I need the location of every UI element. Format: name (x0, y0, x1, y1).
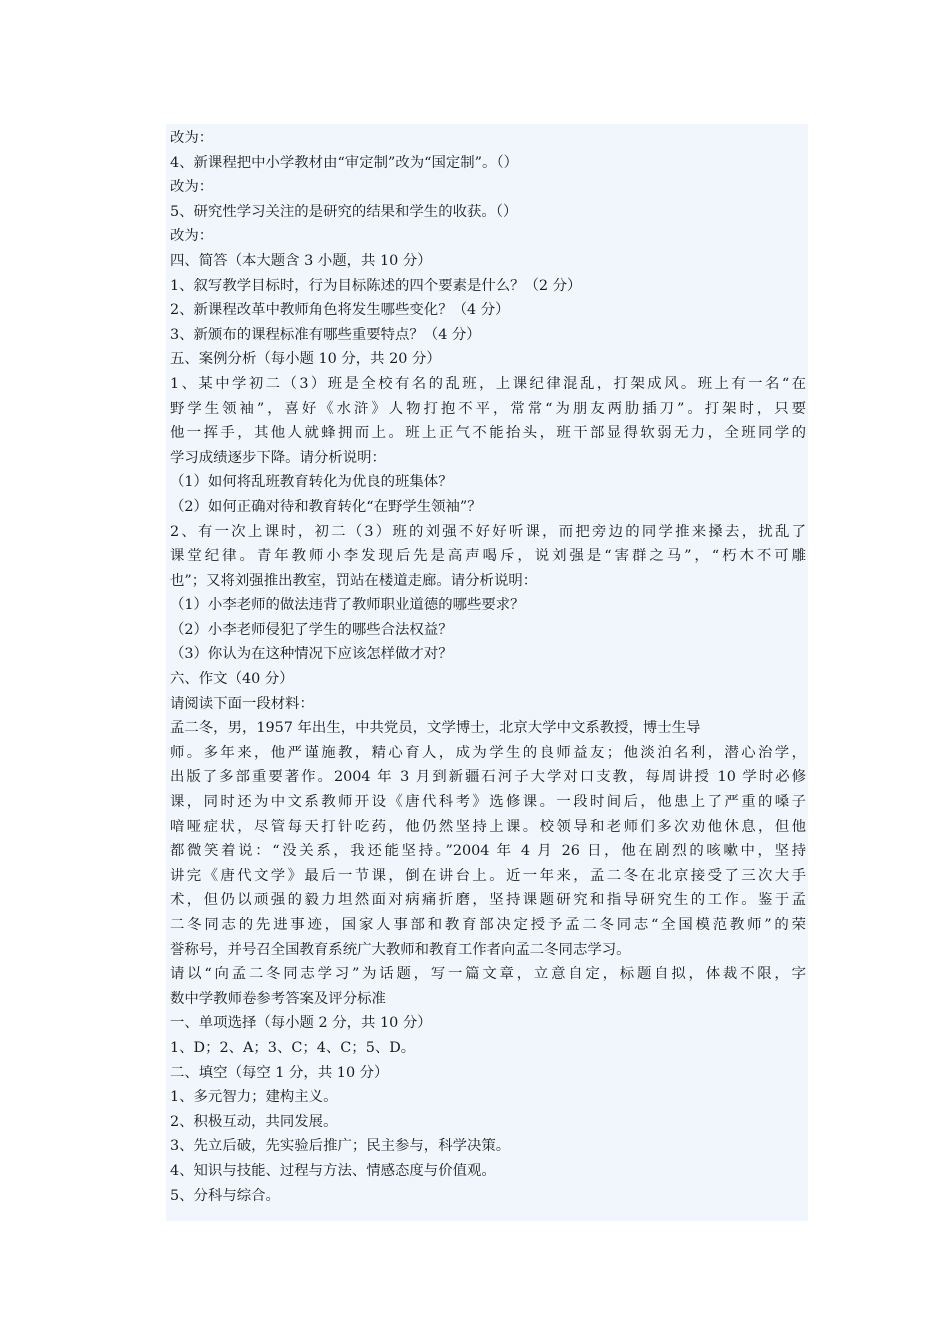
text-line: 都微笑着说：“没关系，我还能坚持。”2004 年 4 月 26 日，他在剧烈的咳嗽中，坚持 (170, 843, 806, 860)
text-line: 二冬同志的先进事迹，国家人事部和教育部决定授予孟二冬同志“全国模范教师”的荣 (170, 917, 806, 933)
text-line: 师。多年来，他严谨施教，精心育人，成为学生的良师益友；他淡泊名利，潜心治学， (170, 744, 806, 761)
text-line: 他一挥手，其他人就蜂拥而上。班上正气不能抬头，班干部显得软弱无力，全班同学的 (170, 425, 806, 442)
text-line: 讲完《唐代文学》最后一节课，倒在讲台上。近一年来，孟二冬在北京接受了三次大手 (170, 867, 806, 884)
text-line: 1、叙写教学目标时，行为目标陈述的四个要素是什么？（2 分） (170, 277, 582, 294)
text-line: 也”；又将刘强推出教室，罚站在楼道走廊。请分析说明： (170, 572, 538, 589)
text-line: （3）你认为在这种情况下应该怎样做才对？ (170, 646, 453, 663)
text-line: 请阅读下面一段材料： (170, 695, 314, 712)
text-line: 改为： (170, 130, 214, 146)
text-line: 学习成绩逐步下降。请分析说明： (170, 449, 386, 466)
text-line: 课，同时还为中文系教师开设《唐代科考》选修课。一段时间后，他患上了严重的嗓子 (170, 794, 806, 811)
text-line: 二、填空（每空 1 分，共 10 分） (170, 1064, 389, 1081)
text-line: 1、D；2、A；3、C；4、C；5、D。 (170, 1039, 416, 1056)
text-line: 5、研究性学习关注的是研究的结果和学生的收获。（） (170, 203, 518, 220)
text-line: 五、案例分析（每小题 10 分，共 20 分） (170, 351, 441, 368)
text-line: 2、积极互动，共同发展。 (170, 1113, 338, 1130)
text-line: 3、新颁布的课程标准有哪些重要特点？（4 分） (170, 326, 481, 343)
text-line: 1、多元智力；建构主义。 (170, 1089, 338, 1106)
text-line: 课堂纪律。青年教师小李发现后先是高声喝斥，说刘强是“害群之马”，“朽木不可雕 (170, 548, 806, 565)
text-line: 1、某中学初二（3）班是全校有名的乱班，上课纪律混乱，打架成风。班上有一名“在 (170, 375, 806, 392)
text-line: 出版了多部重要著作。2004 年 3 月到新疆石河子大学对口支教，每周讲授 10 学时必修 (170, 769, 806, 786)
text-line: 5、分科与综合。 (170, 1187, 280, 1204)
text-line: 一、单项选择（每小题 2 分，共 10 分） (170, 1015, 432, 1032)
text-line: 4、新课程把中小学教材由“审定制”改为“国定制”。（） (170, 154, 518, 171)
text-line: （2）如何正确对待和教育转化“在野学生领袖”？ (170, 498, 482, 515)
text-line: 2、新课程改革中教师角色将发生哪些变化？（4 分） (170, 302, 510, 319)
text-line: 野学生领袖”，喜好《水浒》人物打抱不平，常常“为朋友两肋插刀”。打架时，只要 (170, 400, 806, 417)
text-line: 六、作文（40 分） (170, 671, 294, 688)
text-line: 2、有一次上课时，初二（3）班的刘强不好好听课，而把旁边的同学推来搡去，扰乱了 (170, 523, 806, 540)
text-line: 改为： (170, 228, 214, 245)
text-line: 术，但仍以顽强的毅力坦然面对病痛折磨，坚持课题研究和指导研究生的工作。鉴于孟 (170, 892, 806, 909)
text-line: 4、知识与技能、过程与方法、情感态度与价值观。 (170, 1162, 496, 1179)
text-line: 誉称号，并号召全国教育系统广大教师和教育工作者向孟二冬同志学习。 (170, 941, 631, 958)
text-line: 请以“向孟二冬同志学习”为话题，写一篇文章，立意自定，标题自拟，体裁不限，字 (170, 966, 806, 983)
text-line: 喑哑症状，尽管每天打针吃药，他仍然坚持上课。校领导和老师们多次劝他休息，但他 (170, 818, 806, 835)
text-line: 改为： (170, 179, 214, 196)
text-line: 数中学教师卷参考答案及评分标准 (170, 990, 386, 1007)
text-line: 孟二冬，男，1957 年出生，中共党员，文学博士，北京大学中文系教授，博士生导 (170, 720, 701, 737)
text-line: （1）如何将乱班教育转化为优良的班集体？ (170, 474, 453, 491)
text-line: 3、先立后破，先实验后推广；民主参与，科学决策。 (170, 1138, 511, 1155)
text-line: （1）小李老师的做法违背了教师职业道德的哪些要求？ (170, 597, 525, 614)
document-body (170, 126, 806, 1208)
text-line: 四、简答（本大题含 3 小题，共 10 分） (170, 252, 432, 269)
text-line: （2）小李老师侵犯了学生的哪些合法权益？ (170, 621, 453, 638)
